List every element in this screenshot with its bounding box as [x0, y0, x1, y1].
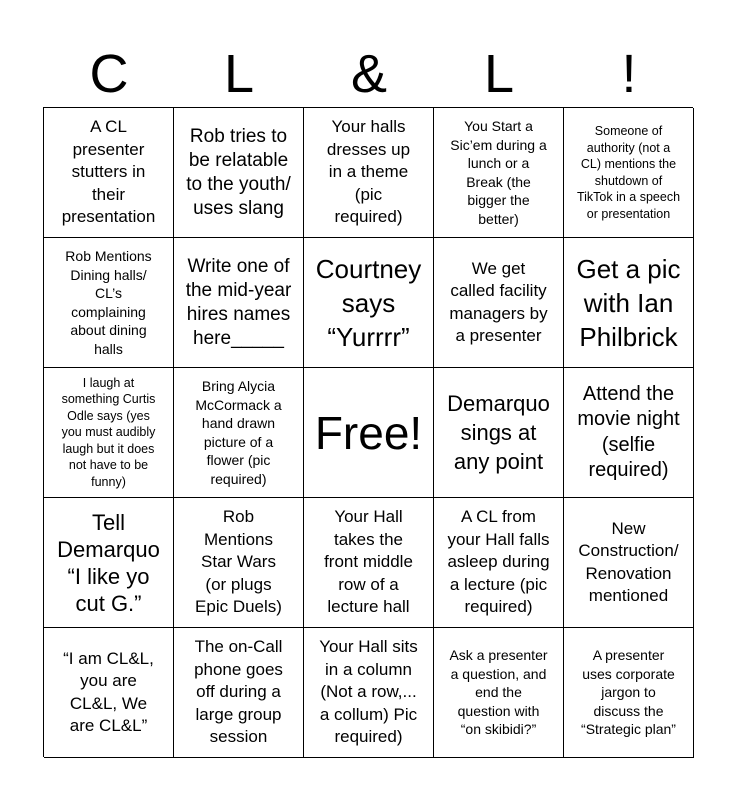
cell-text: Someone of authority (not a CL) mentions the shutdown of TikTok in a speech or presentation — [576, 124, 681, 221]
bingo-cell[interactable] — [564, 108, 694, 238]
header-letter-3: & — [350, 44, 388, 104]
cell-text: Rob Mentions Dining halls/ CL’s complaining about dining halls — [65, 248, 152, 357]
cell-text: Bring Alycia McCormack a hand drawn picture of a flower (pic required) — [195, 378, 282, 487]
bingo-cell[interactable] — [174, 368, 304, 498]
cell-text: Attend the movie night (selfie required) — [577, 382, 680, 481]
cell-text: The on-Call phone goes off during a large group session — [194, 637, 283, 747]
bingo-cell[interactable] — [564, 628, 694, 758]
bingo-cell[interactable] — [174, 238, 304, 368]
bingo-cell[interactable] — [44, 498, 174, 628]
bingo-header — [44, 42, 694, 106]
cell-text: Your halls dresses up in a theme (pic required) — [326, 117, 411, 227]
header-letter-4: L — [483, 44, 515, 104]
bingo-cell[interactable] — [564, 368, 694, 498]
bingo-cell[interactable] — [304, 108, 434, 238]
cell-text: A presenter uses corporate jargon to discuss the “Strategic plan” — [581, 647, 676, 738]
cell-text: New Construction/ Renovation mentioned — [578, 518, 679, 605]
bingo-cell[interactable] — [434, 368, 564, 498]
header-letter-5: ! — [621, 44, 637, 104]
cell-text: Courtney says “Yurrrr” — [315, 253, 422, 352]
cell-text: A CL presenter stutters in their presentation — [61, 117, 156, 227]
bingo-cell[interactable] — [434, 628, 564, 758]
bingo-grid — [43, 107, 693, 757]
header-letter-2: L — [223, 44, 255, 104]
cell-text: Your Hall takes the front middle row of a lecture hall — [324, 507, 413, 617]
cell-text: We get called facility managers by a presenter — [449, 258, 548, 345]
cell-text: I laugh at something Curtis Odle says (yes you must audibly laugh but it does not have to be funny) — [61, 375, 156, 489]
cell-text: Get a pic with Ian Philbrick — [576, 253, 681, 352]
bingo-cell[interactable] — [44, 238, 174, 368]
bingo-cell[interactable] — [174, 108, 304, 238]
bingo-cell[interactable] — [44, 368, 174, 498]
cell-text: You Start a Sic’em during a lunch or a Break (the bigger the better) — [450, 118, 547, 227]
cell-text: “I am CL&L, you are CL&L, We are CL&L” — [63, 648, 154, 735]
bingo-cell[interactable] — [564, 238, 694, 368]
bingo-cell[interactable] — [174, 628, 304, 758]
bingo-cell[interactable] — [434, 498, 564, 628]
bingo-cell[interactable] — [304, 628, 434, 758]
cell-text: Write one of the mid-year hires names here_____ — [185, 255, 292, 349]
header-letter-1: C — [89, 44, 129, 104]
cell-text: Your Hall sits in a column (Not a row,... a collum) Pic required) — [319, 637, 418, 747]
cell-text: Tell Demarquo “I like yo cut G.” — [57, 509, 160, 616]
bingo-cell[interactable] — [564, 498, 694, 628]
free-space-text: Free! — [314, 406, 423, 459]
bingo-cell[interactable] — [44, 108, 174, 238]
cell-text: Ask a presenter a question, and end the question with “on skibidi?” — [449, 647, 548, 738]
bingo-cell[interactable] — [304, 238, 434, 368]
cell-text: Rob tries to be relatable to the youth/ uses slang — [186, 125, 291, 219]
cell-text: A CL from your Hall falls asleep during a lecture (pic required) — [447, 507, 550, 617]
bingo-cell[interactable] — [174, 498, 304, 628]
bingo-cell[interactable] — [434, 238, 564, 368]
bingo-cell[interactable] — [44, 628, 174, 758]
bingo-cell[interactable] — [434, 108, 564, 238]
cell-text: Demarquo sings at any point — [447, 391, 550, 474]
cell-text: Rob Mentions Star Wars (or plugs Epic Duels) — [195, 507, 282, 617]
bingo-cell[interactable] — [304, 498, 434, 628]
bingo-cell-free[interactable] — [304, 368, 434, 498]
